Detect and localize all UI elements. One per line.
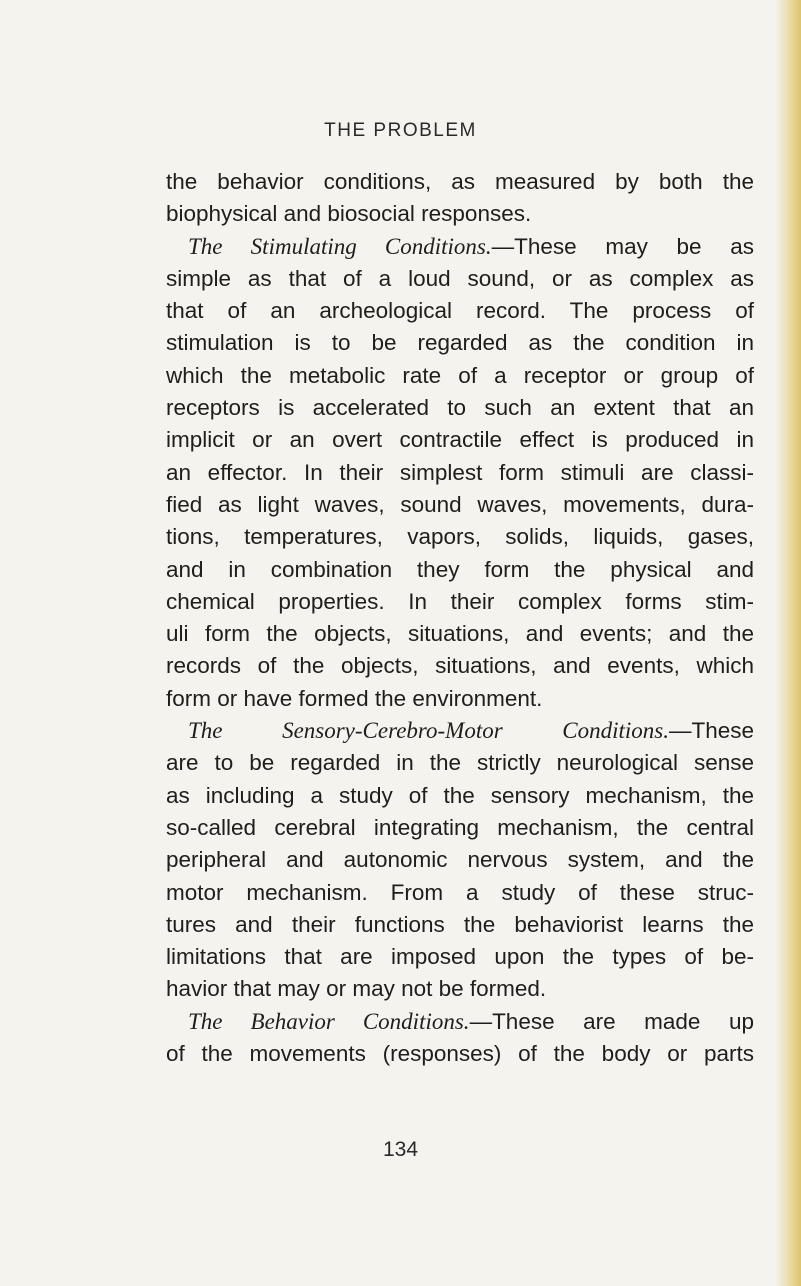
line-text: receptors is accelerated to such an extent that an <box>166 395 754 421</box>
text-line <box>166 586 754 618</box>
text-line <box>166 941 754 973</box>
line-text: stimulation is to be regarded as the condition in <box>166 330 754 356</box>
line-text: records of the objects, situations, and events, which <box>166 653 754 679</box>
text-line <box>166 554 754 586</box>
line-text: that of an archeological record. The process of <box>166 298 754 324</box>
line-text: chemical properties. In their complex forms stim- <box>166 588 754 614</box>
line-text: havior that may or may not be formed. <box>166 976 547 1002</box>
line-text: as including a study of the sensory mechanism, the <box>166 782 754 808</box>
text-line <box>166 263 754 295</box>
text-line <box>166 618 754 650</box>
page-edge-discoloration <box>775 0 801 1286</box>
line-text: uli form the objects, situations, and events; and the <box>166 621 754 647</box>
line-text: peripheral and autonomic nervous system, and the <box>166 847 754 873</box>
text-line <box>166 457 754 489</box>
text-line <box>166 877 754 909</box>
paragraph-heading-line <box>166 1006 754 1038</box>
text-line <box>166 812 754 844</box>
line-text: form or have formed the environment. <box>166 685 543 711</box>
line-text: motor mechanism. From a study of these struc- <box>166 879 754 905</box>
text-line <box>166 327 754 359</box>
page-number: 134 <box>382 1138 419 1161</box>
line-text: and in combination they form the physical and <box>166 556 754 582</box>
line-text: implicit or an overt contractile effect is produced in <box>166 427 754 453</box>
text-line <box>166 295 754 327</box>
text-line <box>166 650 754 682</box>
line-text: tions, temperatures, vapors, solids, liquids, gases, <box>166 524 754 550</box>
text-line <box>166 1038 754 1070</box>
running-head: THE PROBLEM <box>324 120 477 141</box>
line-text: the behavior conditions, as measured by both the <box>166 169 754 194</box>
text-line <box>166 489 754 521</box>
paragraph-heading-line <box>166 715 754 747</box>
paragraph-heading-line <box>166 231 754 263</box>
text-line <box>166 198 754 230</box>
line-text: biophysical and biosocial responses. <box>166 201 532 227</box>
body-text <box>166 166 754 1070</box>
text-line <box>166 747 754 779</box>
line-text: —These are made up <box>469 1008 754 1034</box>
text-line <box>166 521 754 553</box>
line-text: of the movements (responses) of the body or parts <box>166 1041 754 1067</box>
line-text: fied as light waves, sound waves, movements, dura- <box>166 491 754 517</box>
text-line <box>166 683 754 715</box>
text-line <box>166 909 754 941</box>
text-line <box>166 166 754 198</box>
line-text: —These <box>668 718 754 744</box>
section-heading: The Sensory-Cerebro-Motor Conditions. <box>188 718 669 744</box>
section-heading: The Stimulating Conditions. <box>188 233 492 259</box>
line-text: —These may be as <box>491 233 754 259</box>
line-text: tures and their functions the behaviorist learns the <box>166 911 754 937</box>
section-heading: The Behavior Conditions. <box>188 1008 470 1034</box>
line-text: so-called cerebral integrating mechanism, the central <box>166 814 754 840</box>
line-text: an effector. In their simplest form stimuli are classi- <box>166 459 754 485</box>
line-text: limitations that are imposed upon the types of be- <box>166 944 754 970</box>
line-text: simple as that of a loud sound, or as complex as <box>166 265 754 291</box>
text-line <box>166 844 754 876</box>
text-line <box>166 780 754 812</box>
text-line <box>166 424 754 456</box>
line-text: are to be regarded in the strictly neurological sense <box>166 750 754 776</box>
text-line <box>166 360 754 392</box>
text-line <box>166 392 754 424</box>
line-text: which the metabolic rate of a receptor or group of <box>166 362 754 388</box>
text-line <box>166 973 754 1005</box>
